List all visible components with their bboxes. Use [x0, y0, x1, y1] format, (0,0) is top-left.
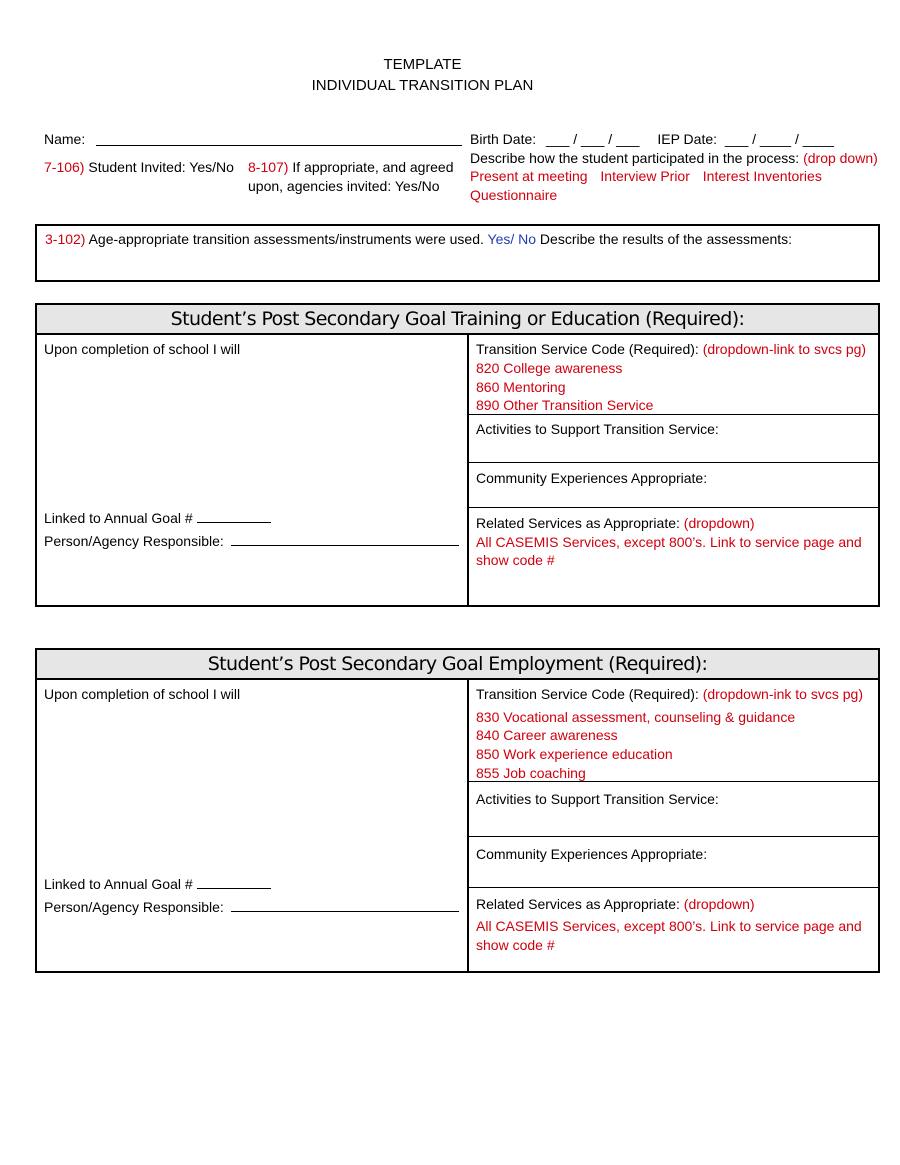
employment-related-note2: show code #	[476, 937, 555, 953]
training-tsc-dropdown[interactable]: (dropdown-link to svcs pg)	[702, 341, 867, 357]
employment-linked-field[interactable]	[197, 874, 271, 889]
training-goal-field[interactable]	[37, 333, 467, 503]
training-tsc	[476, 340, 866, 359]
employment-code-850[interactable]: 850 Work experience education	[476, 746, 673, 762]
agencies-invited-text2: upon, agencies invited: Yes/No	[248, 178, 440, 194]
training-related-label: Related Services as Appropriate:	[476, 515, 684, 531]
agencies-invited[interactable]	[248, 158, 453, 176]
birth-date-row	[470, 130, 834, 148]
training-code-890[interactable]: 890 Other Transition Service	[476, 397, 654, 413]
training-hline-3	[468, 507, 878, 508]
employment-person-label: Person/Agency Responsible:	[44, 899, 224, 915]
employment-code-840[interactable]: 840 Career awareness	[476, 727, 618, 743]
training-section	[35, 303, 880, 607]
training-related-note1: All CASEMIS Services, except 800’s. Link to service page and	[476, 534, 862, 550]
assessment-desc: Age-appropriate transition assessments/instruments were used.	[85, 231, 488, 247]
employment-goal-field[interactable]	[37, 678, 467, 870]
training-related	[476, 514, 755, 533]
employment-heading: Student’s Post Secondary Goal Employment (Required):	[37, 650, 878, 680]
employment-linked-row	[44, 874, 271, 894]
page-title-itp: INDIVIDUAL TRANSITION PLAN	[311, 77, 534, 94]
employment-related-label: Related Services as Appropriate:	[476, 896, 684, 912]
participation-dropdown[interactable]: (drop down)	[803, 150, 878, 166]
training-code-820[interactable]: 820 College awareness	[476, 360, 623, 376]
employment-code-830[interactable]: 830 Vocational assessment, counseling & guidance	[476, 709, 796, 725]
option-interview[interactable]: Interview Prior	[600, 168, 690, 184]
employment-community-field[interactable]	[469, 837, 878, 887]
assessment-code: 3-102)	[45, 231, 86, 247]
training-upon: Upon completion of school I will	[44, 341, 241, 357]
iep-date-label: IEP Date:	[657, 131, 718, 147]
training-tsc-label: Transition Service Code (Required):	[476, 341, 703, 357]
birth-date-field[interactable]: ___ / ___ / ___	[546, 131, 640, 147]
employment-related-dropdown[interactable]: (dropdown)	[683, 896, 755, 912]
training-person-row	[44, 531, 459, 551]
page-title-template: TEMPLATE	[383, 56, 462, 73]
name-label: Name:	[44, 131, 86, 147]
student-invited-code: 7-106)	[44, 159, 85, 175]
option-questionnaire[interactable]: Questionnaire	[470, 187, 558, 203]
option-present[interactable]: Present at meeting	[470, 168, 588, 184]
employment-tsc-dropdown[interactable]: (dropdown-ink to svcs pg)	[702, 686, 863, 702]
student-invited-text: Student Invited: Yes/No	[84, 159, 234, 175]
employment-activities-field[interactable]	[469, 782, 878, 836]
employment-upon: Upon completion of school I will	[44, 686, 241, 702]
iep-date-field[interactable]: ___ / ____ / ____	[724, 131, 834, 147]
employment-related	[476, 895, 755, 914]
option-inventories[interactable]: Interest Inventories	[702, 168, 822, 184]
training-activities: Activities to Support Transition Service:	[476, 421, 719, 437]
training-linked-field[interactable]	[197, 508, 271, 523]
participation-text: Describe how the student participated in the process:	[470, 150, 804, 166]
training-linked-label: Linked to Annual Goal #	[44, 510, 193, 526]
training-related-note2: show code #	[476, 552, 555, 568]
employment-hline-3	[468, 887, 878, 888]
employment-related-note1: All CASEMIS Services, except 800’s. Link to service page and	[476, 918, 862, 934]
employment-person-field[interactable]	[231, 897, 459, 912]
training-person-label: Person/Agency Responsible:	[44, 533, 224, 549]
training-heading: Student’s Post Secondary Goal Training or Education (Required):	[37, 305, 878, 335]
employment-tsc-label: Transition Service Code (Required):	[476, 686, 703, 702]
employment-code-855[interactable]: 855 Job coaching	[476, 765, 586, 781]
participation-options	[470, 167, 822, 185]
agencies-invited-code: 8-107)	[248, 159, 289, 175]
assessment-box[interactable]	[35, 224, 880, 282]
training-code-860[interactable]: 860 Mentoring	[476, 379, 566, 395]
training-community: Community Experiences Appropriate:	[476, 470, 708, 486]
training-activities-field[interactable]	[469, 415, 878, 462]
employment-person-row	[44, 897, 459, 917]
employment-tsc	[476, 685, 863, 704]
employment-linked-label: Linked to Annual Goal #	[44, 876, 193, 892]
assessment-results-label: Describe the results of the assessments:	[536, 231, 793, 247]
employment-activities: Activities to Support Transition Service:	[476, 791, 719, 807]
agencies-invited-text1: If appropriate, and agreed	[288, 159, 454, 175]
assessment-text	[45, 230, 792, 248]
employment-community: Community Experiences Appropriate:	[476, 846, 708, 862]
training-related-dropdown[interactable]: (dropdown)	[683, 515, 755, 531]
training-linked-row	[44, 508, 271, 528]
name-field[interactable]	[96, 145, 462, 146]
participation-row	[470, 149, 878, 167]
assessment-yesno[interactable]: Yes/ No	[487, 231, 537, 247]
employment-section	[35, 648, 880, 973]
student-invited[interactable]	[44, 158, 234, 176]
training-person-field[interactable]	[231, 531, 459, 546]
training-community-field[interactable]	[469, 463, 878, 507]
birth-date-label: Birth Date:	[470, 131, 537, 147]
